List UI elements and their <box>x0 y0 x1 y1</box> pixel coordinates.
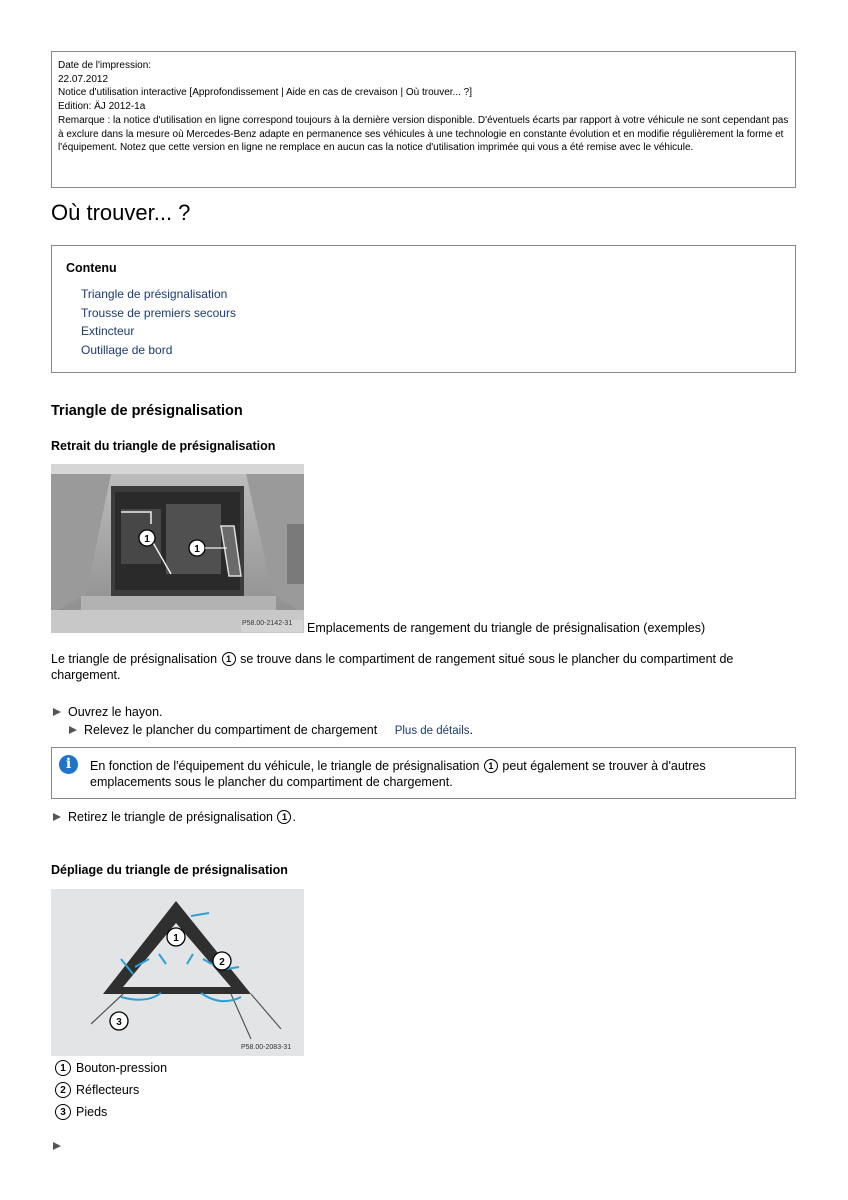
step-text: Retirez le triangle de présignalisation <box>68 810 273 824</box>
info-text <box>90 758 790 790</box>
info-text-before: En fonction de l'équipement du véhicule, le triangle de présignalisation <box>90 759 480 773</box>
marker-1-icon: 1 <box>484 759 498 773</box>
svg-text:3: 3 <box>116 1017 122 1028</box>
toc-link-extinguisher[interactable]: Extincteur <box>81 324 135 338</box>
legend-label: Bouton-pression <box>76 1061 168 1075</box>
marker-1-icon: 1 <box>277 810 291 824</box>
step-text: Ouvrez le hayon. <box>68 705 163 719</box>
toc-title: Contenu <box>66 261 117 275</box>
image-code-1: P58.00-2142-31 <box>242 620 293 627</box>
legend-item-feet <box>54 1104 107 1120</box>
marker-3-icon: 3 <box>55 1104 71 1120</box>
notice-title: Notice d'utilisation interactive [Approfondissement | Aide en cas de crevaison | Où trouver... ?] <box>58 87 472 99</box>
play-arrow-icon <box>53 708 61 716</box>
step-remove-triangle: Retirez le triangle de présignalisation 1 . <box>53 809 296 825</box>
warning-triangle-image <box>51 889 304 1056</box>
legend-item-reflectors <box>54 1082 139 1098</box>
svg-text:1: 1 <box>194 544 200 555</box>
edition: Edition: ÄJ 2012-1a <box>58 100 146 112</box>
play-arrow-icon <box>53 1142 61 1150</box>
step-raise-floor: Relevez le plancher du compartiment de chargement Plus de détails. <box>69 722 473 739</box>
svg-text:2: 2 <box>219 957 225 968</box>
trunk-compartment-image <box>51 464 304 633</box>
toc-link-tools[interactable]: Outillage de bord <box>81 343 173 357</box>
table-of-contents <box>51 245 796 373</box>
print-date: 22.07.2012 <box>58 73 109 85</box>
image-caption-1: Emplacements de rangement du triangle de présignalisation (exemples) <box>307 621 706 635</box>
para-text-line2: chargement. <box>51 668 121 682</box>
legend-label: Pieds <box>76 1105 108 1119</box>
section-title-triangle: Triangle de présignalisation <box>51 403 243 419</box>
step-text: Relevez le plancher du compartiment de chargement <box>84 723 378 737</box>
paragraph-location <box>51 651 796 683</box>
para-text-before: Le triangle de présignalisation <box>51 652 218 666</box>
disclaimer-note: Remarque : la notice d'utilisation en ligne correspond toujours à la dernière version disponible. D'éventuels écarts par rapport à votre véhicule ne sont cependant pas à exclure dans la mesure où Mercedes-Benz adapte en permanence ses véhicules à une technologie en constante évolution et en modifie régulièrement la forme et l'équipement. Notez que cette version en ligne ne remplace en aucun cas la notice d'utilisation imprimée qui vous a été remise avec le véhicule. <box>58 115 789 154</box>
svg-text:1: 1 <box>144 534 150 545</box>
marker-1-icon: 1 <box>55 1060 71 1076</box>
play-arrow-icon <box>53 813 61 821</box>
marker-2-icon: 2 <box>55 1082 71 1098</box>
info-note-box <box>51 747 796 799</box>
info-icon: i <box>59 755 78 774</box>
svg-text:1: 1 <box>173 933 179 944</box>
info-text-line2: emplacements sous le plancher du compartiment de chargement. <box>90 775 453 789</box>
more-details-link[interactable]: Plus de détails <box>394 725 470 737</box>
subsection-title-removal: Retrait du triangle de présignalisation <box>51 439 276 453</box>
step-open-tailgate <box>53 704 163 720</box>
play-arrow-icon <box>69 726 77 734</box>
legend-label: Réflecteurs <box>76 1083 140 1097</box>
continue-arrow <box>53 1137 68 1155</box>
image-code-2: P58.00-2083-31 <box>241 1044 292 1051</box>
toc-link-first-aid[interactable]: Trousse de premiers secours <box>81 306 236 320</box>
print-date-label: Date de l'impression: <box>58 60 152 71</box>
legend-item-push-button <box>54 1060 167 1076</box>
toc-link-triangle[interactable]: Triangle de présignalisation <box>81 287 228 301</box>
info-text-after: peut également se trouver à d'autres <box>502 759 706 773</box>
para-text-after: se trouve dans le compartiment de rangement situé sous le plancher du compartiment de <box>240 652 734 666</box>
print-info-box <box>51 51 796 188</box>
page-title: Où trouver... ? <box>51 200 191 225</box>
subsection-title-unfold: Dépliage du triangle de présignalisation <box>51 863 288 877</box>
marker-1-icon: 1 <box>222 652 236 666</box>
